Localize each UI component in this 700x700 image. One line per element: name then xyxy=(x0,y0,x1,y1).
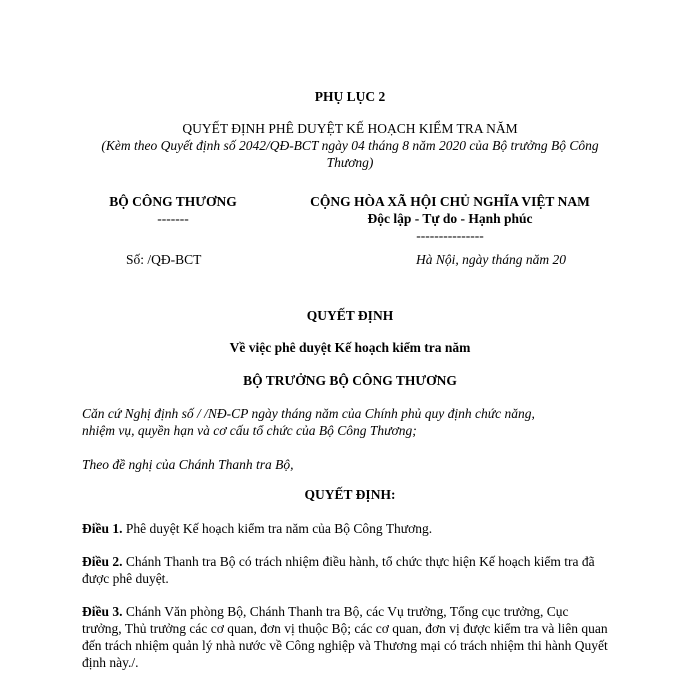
appendix-label: PHỤ LỤC 2 xyxy=(314,89,386,104)
article-line: định này./. xyxy=(82,655,139,670)
nation-name: CỘNG HÒA XÃ HỘI CHỦ NGHĨA VIỆT NAM xyxy=(310,194,590,209)
article-line xyxy=(82,603,622,620)
document-title: QUYẾT ĐỊNH PHÊ DUYỆT KẾ HOẠCH KIỂM TRA NĂM xyxy=(182,121,518,136)
document-subtitle-line1: (Kèm theo Quyết định số 2042/QĐ-BCT ngày 04 tháng 8 năm 2020 của Bộ trưởng Bộ Công xyxy=(101,138,599,153)
article-label: Điều 2. xyxy=(82,554,123,569)
decision-subject: Về việc phê duyệt Kế hoạch kiểm tra năm xyxy=(229,340,471,355)
article-line: đến trách nhiệm quản lý nhà nước về Công nghiệp và Thương mại có trách nhiệm thi hành Quyết xyxy=(82,638,608,653)
decision-heading: QUYẾT ĐỊNH xyxy=(306,308,394,323)
article-line xyxy=(82,520,622,537)
article-label: Điều 1. xyxy=(82,521,123,536)
article-text: Phê duyệt Kế hoạch kiểm tra năm của Bộ Công Thương. xyxy=(125,521,433,536)
article-text: Chánh Văn phòng Bộ, Chánh Thanh tra Bộ, các Vụ trưởng, Tổng cục trưởng, Cục xyxy=(125,604,569,619)
article-label: Điều 3. xyxy=(82,604,123,619)
article-2 xyxy=(82,553,622,587)
article-line: được phê duyệt. xyxy=(82,571,169,586)
document-number: Số: /QĐ-BCT xyxy=(126,252,202,267)
agency-name: BỘ CÔNG THƯƠNG xyxy=(109,194,237,209)
motto-rule: --------------- xyxy=(416,228,484,243)
article-1 xyxy=(82,520,622,537)
authority-title: BỘ TRƯỞNG BỘ CÔNG THƯƠNG xyxy=(243,373,457,388)
decides-heading: QUYẾT ĐỊNH: xyxy=(304,487,396,502)
national-motto: Độc lập - Tự do - Hạnh phúc xyxy=(367,211,533,226)
proposal-text: Theo đề nghị của Chánh Thanh tra Bộ, xyxy=(82,457,294,472)
article-line xyxy=(82,553,622,570)
legal-basis-line2: nhiệm vụ, quyền hạn và cơ cấu tổ chức của Bộ Công Thương; xyxy=(82,423,417,438)
document-subtitle-line2: Thương) xyxy=(326,155,374,170)
agency-rule: ------- xyxy=(157,211,189,226)
article-3 xyxy=(82,603,622,671)
place-date: Hà Nội, ngày tháng năm 20 xyxy=(416,252,566,267)
article-text: Chánh Thanh tra Bộ có trách nhiệm điều hành, tổ chức thực hiện Kế hoạch kiểm tra đã xyxy=(125,554,595,569)
article-line: trưởng, Thủ trưởng các cơ quan, đơn vị thuộc Bộ; các cơ quan, đơn vị được kiểm tra và liên quan xyxy=(82,621,608,636)
legal-basis xyxy=(82,405,622,439)
legal-basis-line1: Căn cứ Nghị định số / /NĐ-CP ngày tháng năm của Chính phủ quy định chức năng, xyxy=(82,406,535,421)
